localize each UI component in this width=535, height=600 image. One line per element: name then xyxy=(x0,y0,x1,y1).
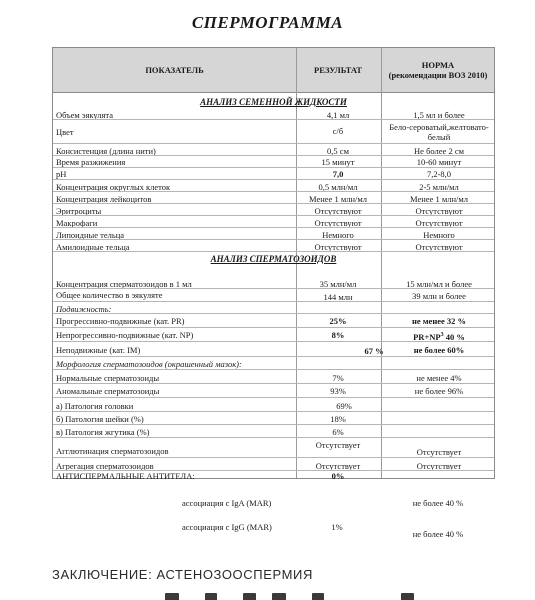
table-row xyxy=(53,357,494,370)
row-result: 144 млн xyxy=(323,292,353,302)
row-norm: 1,5 мл и более xyxy=(413,110,465,120)
header-norm-title: НОРМА xyxy=(421,60,455,70)
table-row xyxy=(53,204,494,216)
row-name: Объем эякулята xyxy=(56,110,113,120)
row-norm: не более 96% xyxy=(414,386,464,396)
table-row xyxy=(52,493,495,509)
row-norm-formula: PR+NP xyxy=(413,331,441,342)
cropped-glyph xyxy=(312,593,324,600)
row-name: Непрогрессивно-подвижные (кат. NP) xyxy=(56,330,194,340)
table-row xyxy=(53,120,494,144)
row-norm: Отсутствует xyxy=(416,461,462,471)
row-norm: Отсутствуют xyxy=(415,218,463,228)
cropped-glyph xyxy=(243,593,256,600)
row-norm: 7,2-8,0 xyxy=(426,169,452,179)
table-row xyxy=(53,156,494,168)
table-row xyxy=(53,425,494,438)
table-row xyxy=(53,328,494,342)
row-norm: 10-60 минут xyxy=(416,157,462,167)
row-name: ассоциация с IgA (MAR) xyxy=(182,498,272,508)
row-name: Неподвижные (кат. IM) xyxy=(56,345,141,355)
header-indicator: ПОКАЗАТЕЛЬ xyxy=(145,65,204,75)
table-row xyxy=(53,458,494,471)
table-row xyxy=(53,108,494,120)
row-name: в) Патология жгутика (%) xyxy=(56,427,150,437)
row-name: Нормальные сперматозоиды xyxy=(56,373,160,383)
row-norm: не менее 4% xyxy=(416,373,462,383)
row-result: 8% xyxy=(331,330,345,340)
table-row xyxy=(53,289,494,302)
row-norm: Менее 1 млн/мл xyxy=(410,194,468,204)
row-norm-superscript: 3 xyxy=(440,332,444,338)
row-norm: не более 40 % xyxy=(412,498,464,508)
row-name: Прогрессивно-подвижные (кат. PR) xyxy=(56,316,185,326)
row-norm: Не более 2 см xyxy=(414,146,464,156)
table-row xyxy=(53,342,494,357)
table-row xyxy=(53,398,494,412)
row-result: Отсутствует xyxy=(315,440,361,450)
row-result: с/б xyxy=(332,126,344,136)
row-result: 69% xyxy=(336,401,352,411)
table-row xyxy=(53,412,494,425)
row-result: 18% xyxy=(330,414,346,424)
row-name: Цвет xyxy=(56,127,74,137)
row-result: 0,5 млн/мл xyxy=(318,182,358,192)
row-name: Эритроциты xyxy=(56,206,102,216)
header-result: РЕЗУЛЬТАТ xyxy=(314,65,362,75)
spermogram-table xyxy=(52,47,495,479)
row-norm: Отсутствуют xyxy=(415,206,463,216)
row-result: 7,0 xyxy=(332,169,344,179)
section-semen-fluid: АНАЛИЗ СЕМЕННОЙ ЖИДКОСТИ xyxy=(200,97,347,107)
row-norm: 39 млн и более xyxy=(412,291,466,301)
table-row xyxy=(53,168,494,180)
cropped-text-line xyxy=(0,593,535,600)
table-row xyxy=(53,144,494,156)
header-norm xyxy=(381,48,495,92)
row-result: 0,5 см xyxy=(327,146,349,156)
row-norm: не менее 32 % xyxy=(411,316,467,326)
row-name: Агглютинация сперматозоидов xyxy=(56,446,169,456)
table-row xyxy=(53,180,494,192)
row-name: Общее количество в эякуляте xyxy=(56,290,163,300)
row-result: 93% xyxy=(330,386,346,396)
row-name: Концентрация сперматозоидов в 1 мл xyxy=(56,279,192,289)
row-name: Макрофаги xyxy=(56,218,98,228)
table-row xyxy=(53,216,494,228)
row-result: Менее 1 млн/мл xyxy=(309,194,367,204)
row-name: Агрегация сперматозоидов xyxy=(56,461,154,471)
row-name: Липоидные тельца xyxy=(56,230,125,240)
table-row xyxy=(53,228,494,240)
row-name: pH xyxy=(56,169,67,179)
row-norm: Бело-сероватый,желтовато- xyxy=(389,122,489,132)
row-result: 25% xyxy=(329,316,347,326)
row-norm-continued: белый xyxy=(427,132,451,142)
row-name: Концентрация лейкоцитов xyxy=(56,194,152,204)
row-name: Концентрация округлых клеток xyxy=(56,182,171,192)
row-norm: Отсутствуют xyxy=(415,242,463,252)
table-row xyxy=(53,192,494,204)
cropped-glyph xyxy=(165,593,179,600)
row-norm: Отсутствует xyxy=(416,447,462,457)
cropped-glyph xyxy=(401,593,414,600)
row-name: Консистенция (длина нити) xyxy=(56,146,156,156)
row-name: ассоциация с IgG (MAR) xyxy=(182,522,272,532)
conclusion: ЗАКЛЮЧЕНИЕ: АСТЕНОЗООСПЕРМИЯ xyxy=(52,567,313,582)
row-name: а) Патология головки xyxy=(56,401,134,411)
row-result: Немного xyxy=(322,230,354,240)
row-norm: не более 60% xyxy=(413,345,465,355)
header-norm-subtitle: (рекомендации ВОЗ 2010) xyxy=(388,70,488,80)
row-name: Морфология сперматозоидов (окрашенный мазок): xyxy=(56,359,242,369)
row-norm: не более 40 % xyxy=(412,529,464,539)
section-spermatozoa: АНАЛИЗ СПЕРМАТОЗОИДОВ xyxy=(210,254,337,264)
table-row xyxy=(53,384,494,398)
row-name: Амилоидные тельца xyxy=(56,242,130,252)
cropped-glyph xyxy=(205,593,217,600)
row-name: б) Патология шейки (%) xyxy=(56,414,144,424)
row-result: Отсутствуют xyxy=(314,242,362,252)
row-name: Аномальные сперматозоиды xyxy=(56,386,160,396)
row-norm: Немного xyxy=(423,230,455,240)
row-norm: 2-5 млн/мл xyxy=(419,182,459,192)
table-row xyxy=(53,314,494,328)
row-norm xyxy=(383,330,495,342)
row-norm: 15 млн/мл и более xyxy=(406,279,472,289)
table-row xyxy=(53,438,494,458)
row-result: 67 % xyxy=(364,346,384,356)
row-result: Отсутствуют xyxy=(314,218,362,228)
table-row xyxy=(53,370,494,384)
table-row xyxy=(52,517,495,541)
document-title: СПЕРМОГРАММА xyxy=(191,13,344,32)
row-result: 35 млн/мл xyxy=(319,279,357,289)
table-row xyxy=(53,240,494,252)
row-result: 1% xyxy=(331,522,343,532)
row-result: 0% xyxy=(331,471,345,481)
table-row xyxy=(53,302,494,314)
row-result: Отсутствует xyxy=(315,461,361,471)
table-header xyxy=(53,48,494,93)
row-result: 4,1 мл xyxy=(326,110,350,120)
cropped-glyph xyxy=(272,593,286,600)
row-result: Отсутствуют xyxy=(314,206,362,216)
row-result: 15 минут xyxy=(321,157,355,167)
row-name: Подвижность: xyxy=(56,304,112,314)
table-row xyxy=(53,471,494,480)
row-name: АНТИСПЕРМАЛЬНЫЕ АНТИТЕЛА: xyxy=(56,471,195,481)
row-name: Время разжижения xyxy=(56,157,126,167)
row-result: 7% xyxy=(332,373,344,383)
row-norm-value: 40 % xyxy=(445,331,465,342)
table-row xyxy=(53,278,494,289)
row-result: 6% xyxy=(332,427,344,437)
